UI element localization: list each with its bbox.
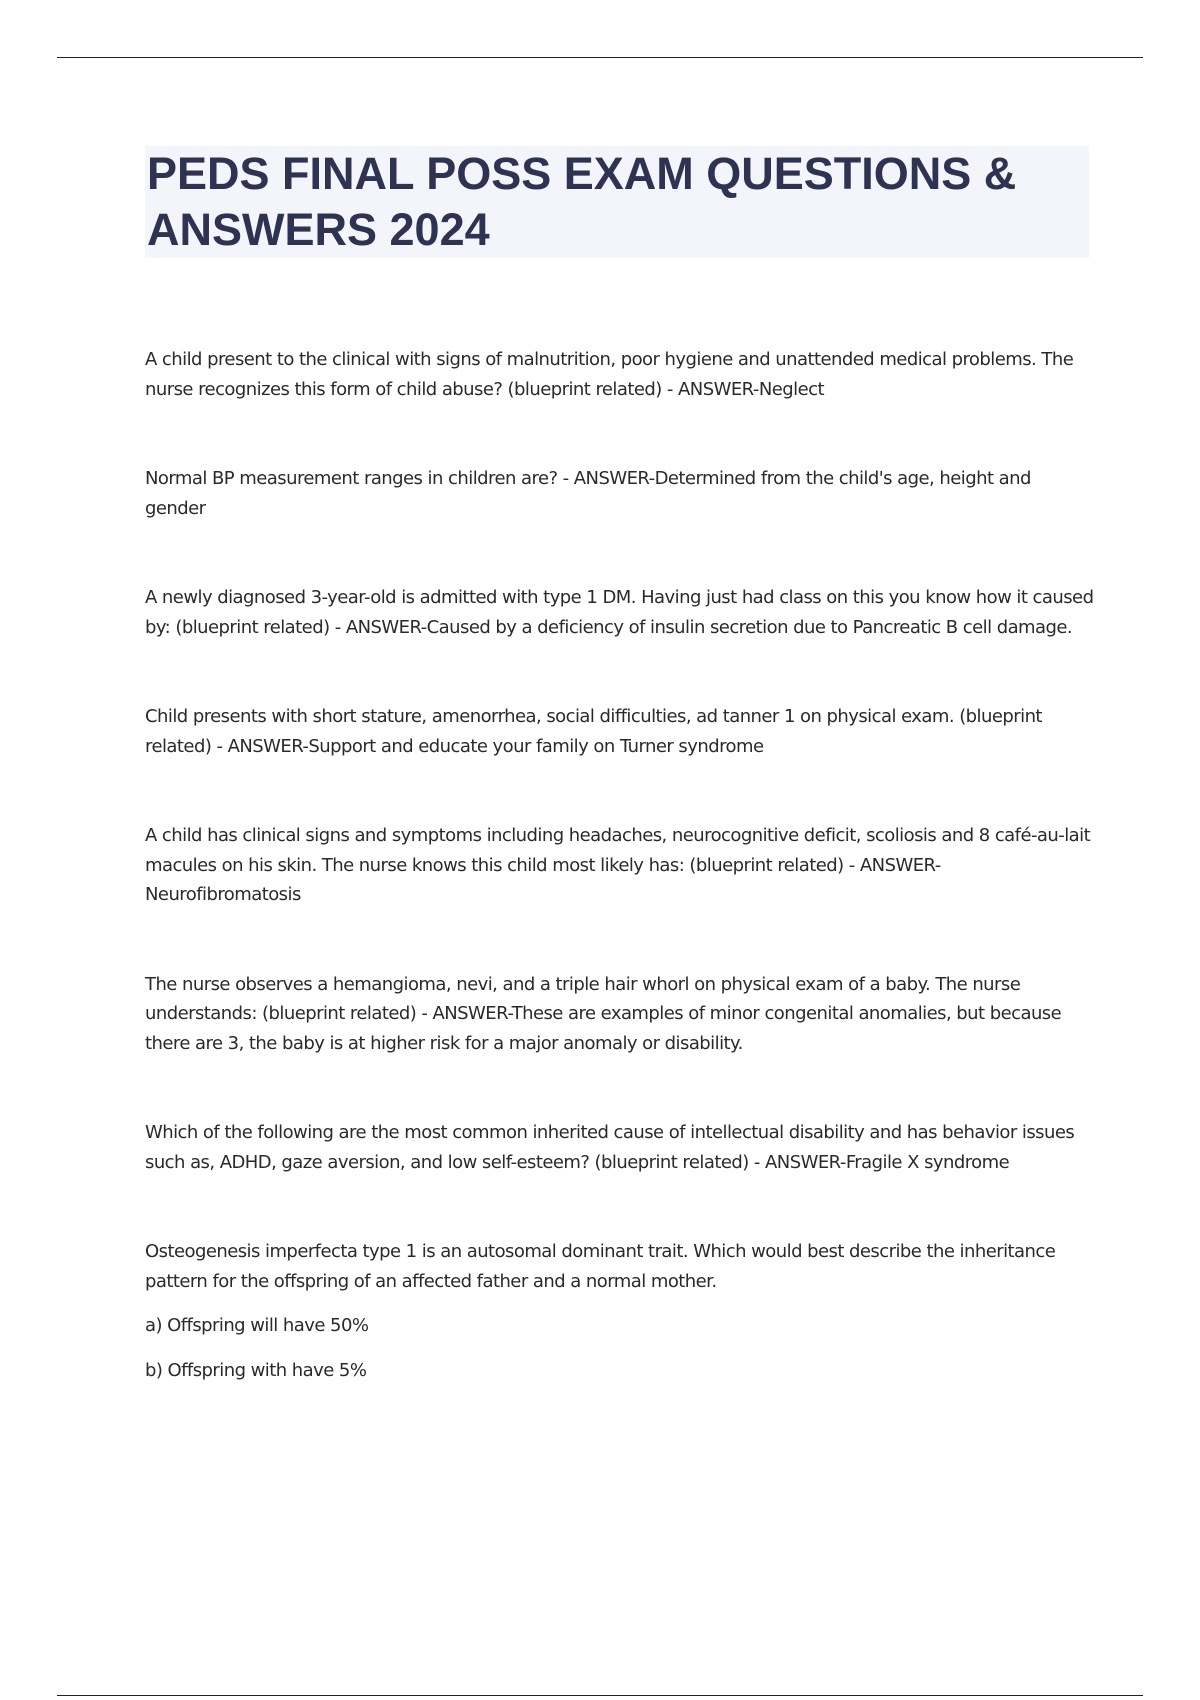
qa-item: A child present to the clinical with signs of malnutrition, poor hygiene and unattended medical problems. The nurse recognizes this form of child abuse? (blueprint related) - ANSWER-Neglect bbox=[145, 349, 1074, 400]
qa-item: Child presents with short stature, amenorrhea, social difficulties, ad tanner 1 on physical exam. (blueprint related) - ANSWER-Support and educate your family on Turner syndrome bbox=[145, 706, 1042, 757]
top-rule bbox=[57, 57, 1143, 58]
answer-option-b: b) Offspring with have 5% bbox=[145, 1359, 367, 1381]
bottom-rule bbox=[57, 1695, 1143, 1696]
qa-item: A child has clinical signs and symptoms including headaches, neurocognitive deficit, scoliosis and 8 café-au-lait macules on his skin. The nurse knows this child most likely has: (blueprint related) - ANSWER-Neurofibromatosis bbox=[145, 825, 1091, 905]
qa-item: A newly diagnosed 3-year-old is admitted with type 1 DM. Having just had class on this you know how it caused by: (blueprint related) - ANSWER-Caused by a deficiency of insulin secretion due to Pancreatic B cell damage. bbox=[145, 587, 1094, 638]
qa-item: The nurse observes a hemangioma, nevi, and a triple hair whorl on physical exam of a baby. The nurse understands: (blueprint related) - ANSWER-These are examples of minor congenital anomalies, but because there are 3, the baby is at higher risk for a major anomaly or disability. bbox=[145, 973, 1062, 1054]
answer-option-a: a) Offspring will have 50% bbox=[145, 1315, 369, 1336]
title-banner bbox=[145, 146, 1089, 258]
qa-item: Osteogenesis imperfecta type 1 is an autosomal dominant trait. Which would best describe the inheritance pattern for the offspring of an affected father and a normal mother. bbox=[145, 1241, 1056, 1292]
qa-item: Which of the following are the most common inherited cause of intellectual disability and has behavior issues such as, ADHD, gaze aversion, and low self-esteem? (blueprint related) - ANSWER-Fragile X syndrome bbox=[145, 1122, 1075, 1173]
qa-item: Normal BP measurement ranges in children are? - ANSWER-Determined from the child's age, height and gender bbox=[145, 468, 1031, 519]
qa-list bbox=[145, 345, 1095, 1385]
page-title: PEDS FINAL POSS EXAM QUESTIONS & ANSWERS 2024 bbox=[147, 148, 1017, 255]
answer-options bbox=[145, 1311, 1095, 1385]
